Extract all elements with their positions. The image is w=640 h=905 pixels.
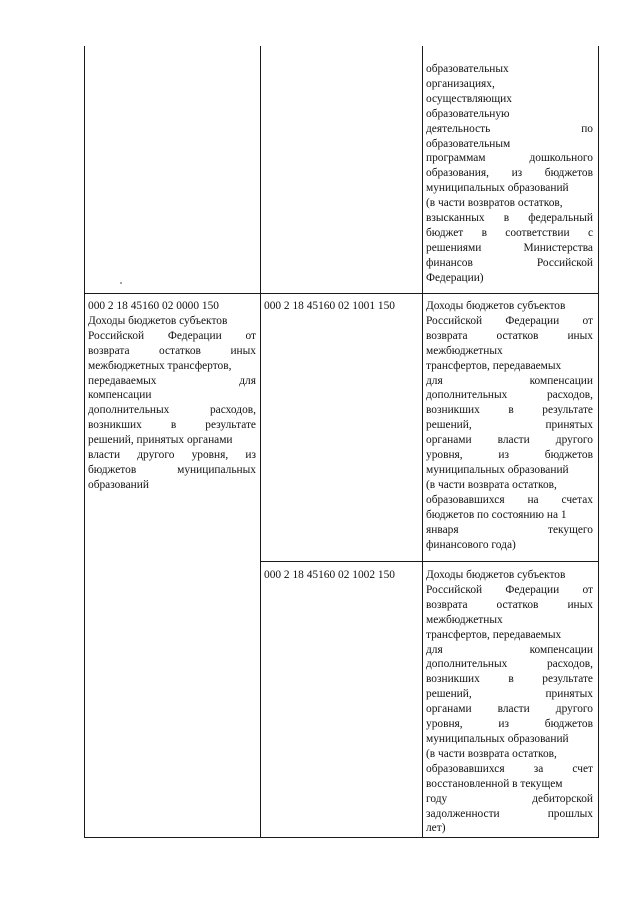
text-line: решений, принятых	[426, 688, 593, 701]
group-code-and-description	[88, 299, 256, 493]
text-line: Федерации)	[426, 271, 484, 284]
text-line: возникших в результате	[426, 404, 593, 417]
text-line: власти другого уровня, из	[88, 449, 256, 462]
sub-row-2-code	[264, 568, 420, 583]
text-line: образовательным	[426, 137, 511, 150]
text-line: бюджетов по состоянию на 1	[426, 508, 567, 521]
text-line: образований	[88, 478, 149, 491]
text-line: образовавшихся за счет	[426, 762, 593, 775]
text-line: межбюджетных трансфертов,	[88, 359, 232, 372]
table-row-divider-sub	[260, 561, 599, 562]
text-line: восстановленной в текущем	[426, 777, 563, 790]
text-line: деятельность по	[426, 122, 593, 135]
sub-row-1-description	[426, 299, 593, 552]
text-line: программам дошкольного	[426, 152, 593, 165]
text-line: решениями Министерства	[426, 241, 593, 254]
text-line: (в части возврата остатков,	[426, 747, 557, 760]
text-line: Российской Федерации от	[426, 314, 593, 327]
text-line: возврата остатков иных	[88, 344, 256, 357]
table-col-divider-2	[422, 46, 423, 838]
text-line: возникших в результате	[88, 419, 256, 432]
text-line: межбюджетных	[426, 613, 503, 626]
text-line: образовательных	[426, 63, 509, 75]
text-line: решений, принятых органами	[88, 434, 233, 447]
text-line: взысканных в федеральный	[426, 212, 593, 225]
table-border-left	[84, 46, 85, 838]
text-line: финансового года)	[426, 538, 516, 551]
sub-row-1-code	[264, 299, 420, 314]
table-border-bottom	[84, 837, 599, 838]
text-line: дополнительных расходов,	[426, 389, 593, 402]
table-col-divider-1	[260, 46, 261, 838]
budget-code: 000 2 18 45160 02 1001 150	[264, 300, 395, 312]
text-line: для компенсации	[426, 374, 593, 387]
text-line: Российской Федерации от	[88, 329, 256, 342]
text-line: образовавшихся на счетах	[426, 493, 593, 506]
text-line: органами власти другого	[426, 703, 593, 716]
text-line: организациях,	[426, 77, 495, 90]
budget-code: 000 2 18 45160 02 1002 150	[264, 569, 395, 581]
table-row-divider-top	[84, 293, 599, 294]
text-line: году дебиторской	[426, 792, 593, 805]
text-line: финансов Российской	[426, 256, 593, 269]
text-line: решений, принятых	[426, 419, 593, 432]
budget-code: 000 2 18 45160 02 0000 150	[88, 300, 219, 312]
text-line: образования, из бюджетов	[426, 167, 593, 180]
text-line: муниципальных образований	[426, 182, 569, 195]
text-line: Российской Федерации от	[426, 583, 593, 596]
text-line: задолженности прошлых	[426, 807, 593, 820]
text-line: муниципальных образований	[426, 463, 569, 476]
text-line: трансфертов, передаваемых	[426, 359, 562, 372]
text-line: образовательную	[426, 107, 510, 120]
text-line: (в части возврата остатков,	[426, 478, 557, 491]
scan-speck	[120, 282, 122, 284]
sub-row-2-description	[426, 568, 593, 836]
text-line: бюджетов муниципальных	[88, 463, 256, 476]
top-row-description	[426, 62, 593, 286]
text-line: января текущего	[426, 523, 593, 536]
text-line: для компенсации	[426, 643, 593, 656]
text-line: возврата остатков иных	[426, 598, 593, 611]
text-line: бюджет в соответствии с	[426, 226, 593, 239]
text-line: осуществляющих	[426, 92, 512, 105]
table-border-right	[598, 46, 599, 838]
text-line: органами власти другого	[426, 434, 593, 447]
text-line: (в части возвратов остатков,	[426, 197, 563, 210]
text-line: муниципальных образований	[426, 732, 569, 745]
text-line: возврата остатков иных	[426, 329, 593, 342]
text-line: трансфертов, передаваемых	[426, 628, 562, 641]
text-line: дополнительных расходов,	[426, 658, 593, 671]
text-line: межбюджетных	[426, 344, 503, 357]
text-line: уровня, из бюджетов	[426, 449, 593, 462]
text-line: уровня, из бюджетов	[426, 718, 593, 731]
text-line: компенсации	[88, 389, 152, 402]
text-line: лет)	[426, 822, 446, 835]
text-line: Доходы бюджетов субъектов	[426, 300, 566, 312]
text-line: Доходы бюджетов субъектов	[426, 569, 566, 581]
text-line: дополнительных расходов,	[88, 404, 256, 417]
text-line: Доходы бюджетов субъектов	[88, 314, 228, 327]
text-line: возникших в результате	[426, 673, 593, 686]
text-line: передаваемых для	[88, 374, 256, 387]
